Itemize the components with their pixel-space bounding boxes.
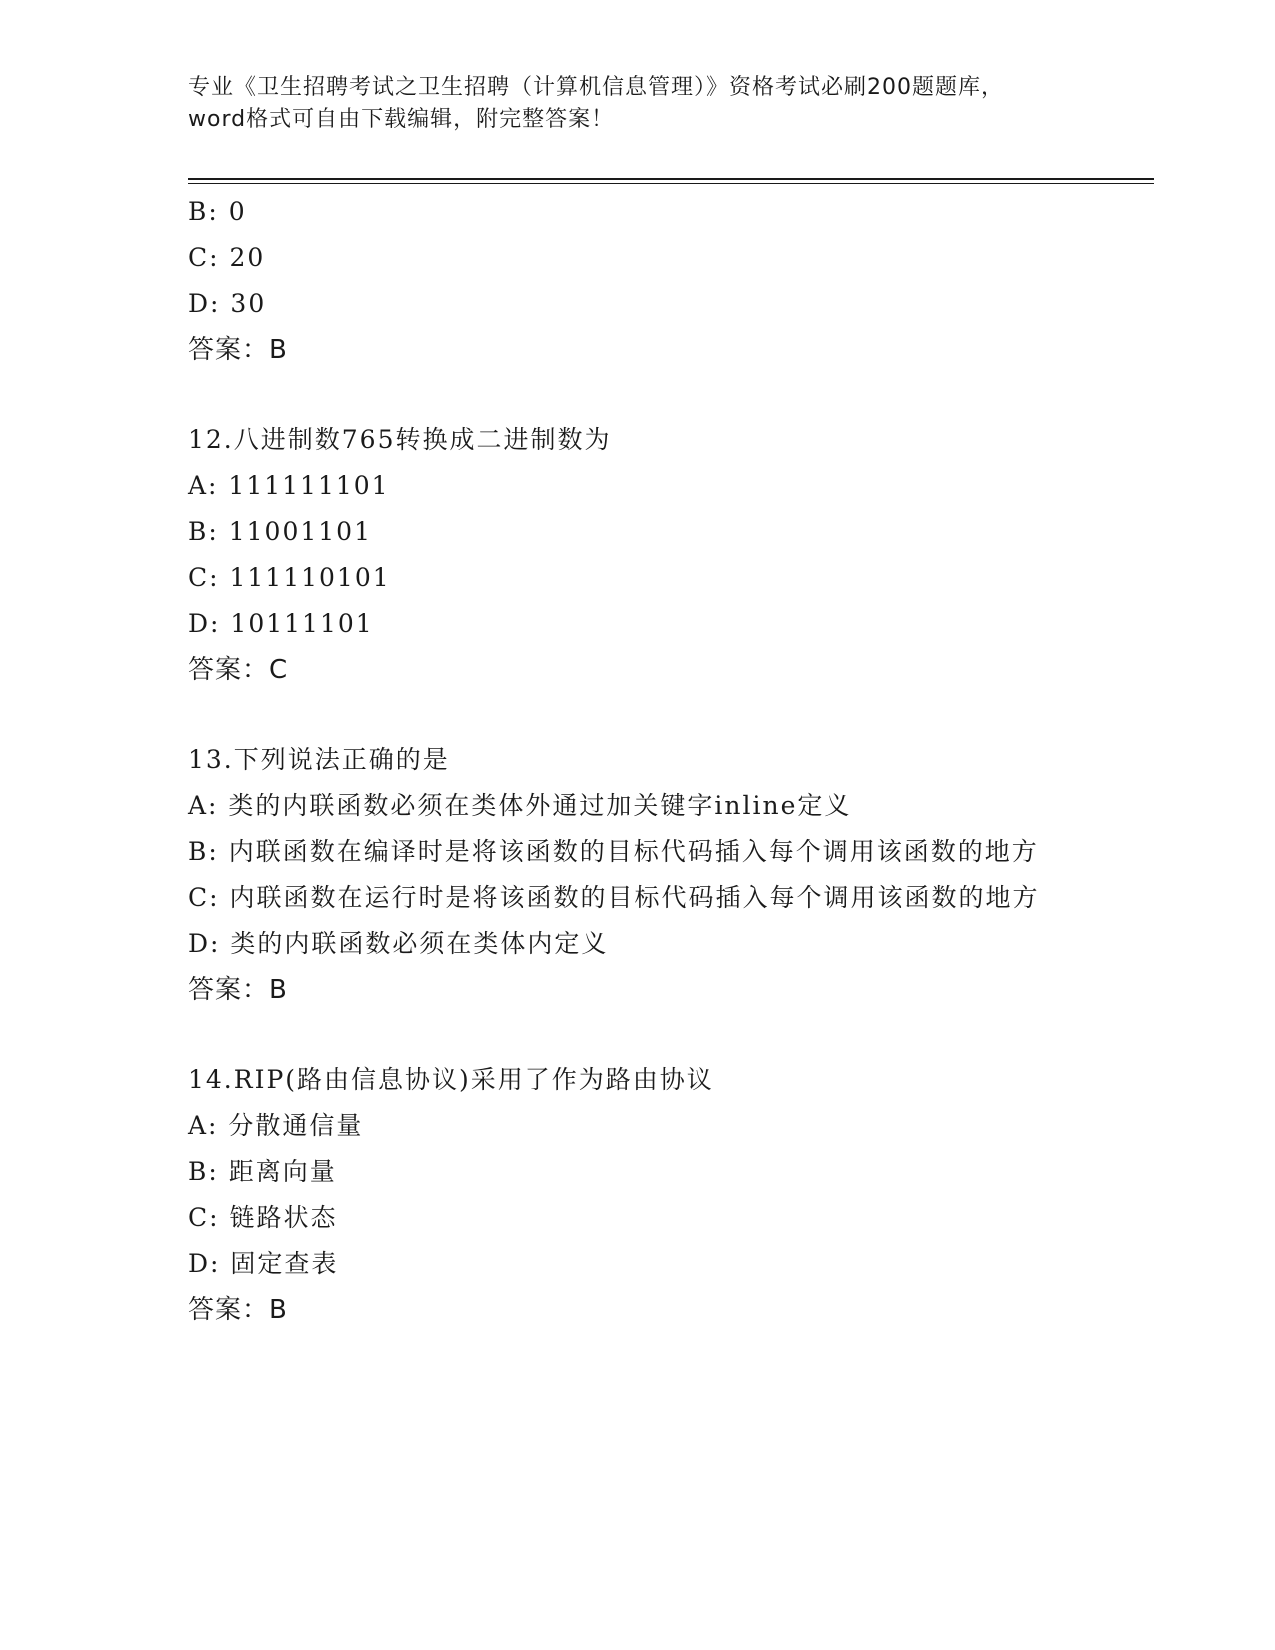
- spacer: [188, 1013, 1088, 1057]
- header-divider-thick: [188, 178, 1154, 180]
- question-14: [188, 1057, 1088, 1333]
- question-text: 13.下列说法正确的是: [188, 745, 450, 774]
- spacer: [188, 693, 1088, 737]
- option-d: D: 固定查表: [188, 1249, 339, 1278]
- answer: 答案：B: [188, 335, 288, 365]
- document-header: [188, 72, 1088, 136]
- option-c: C: 20: [188, 243, 266, 272]
- question-list: [188, 189, 1088, 1333]
- header-line-2: word格式可自由下载编辑，附完整答案！: [188, 107, 615, 132]
- question-11: [188, 189, 1088, 373]
- option-b: B: 11001101: [188, 517, 372, 546]
- option-b: B: 距离向量: [188, 1157, 337, 1186]
- option-c: C: 111110101: [188, 563, 391, 592]
- option-d: D: 10111101: [188, 609, 374, 638]
- option-a: A: 类的内联函数必须在类体外通过加关键字inline定义: [188, 791, 852, 820]
- question-text: 12.八进制数765转换成二进制数为: [188, 425, 612, 454]
- option-c: C: 链路状态: [188, 1203, 338, 1232]
- option-d: D: 30: [188, 289, 267, 318]
- question-text: 14.RIP(路由信息协议)采用了作为路由协议: [188, 1065, 714, 1094]
- spacer: [188, 373, 1088, 417]
- option-a: A: 分散通信量: [188, 1111, 364, 1140]
- answer: 答案：C: [188, 655, 289, 685]
- answer: 答案：B: [188, 1295, 288, 1325]
- option-b: B: 内联函数在编译时是将该函数的目标代码插入每个调用该函数的地方: [188, 837, 1039, 866]
- option-c: C: 内联函数在运行时是将该函数的目标代码插入每个调用该函数的地方: [188, 883, 1040, 912]
- option-d: D: 类的内联函数必须在类体内定义: [188, 929, 609, 958]
- option-a: A: 111111101: [188, 471, 390, 500]
- option-b: B: 0: [188, 197, 247, 226]
- header-divider-thin: [188, 183, 1154, 184]
- question-12: [188, 417, 1088, 693]
- answer: 答案：B: [188, 975, 288, 1005]
- header-line-1: 专业《卫生招聘考试之卫生招聘（计算机信息管理）》资格考试必刷200题题库，: [188, 75, 1004, 100]
- question-13: [188, 737, 1088, 1013]
